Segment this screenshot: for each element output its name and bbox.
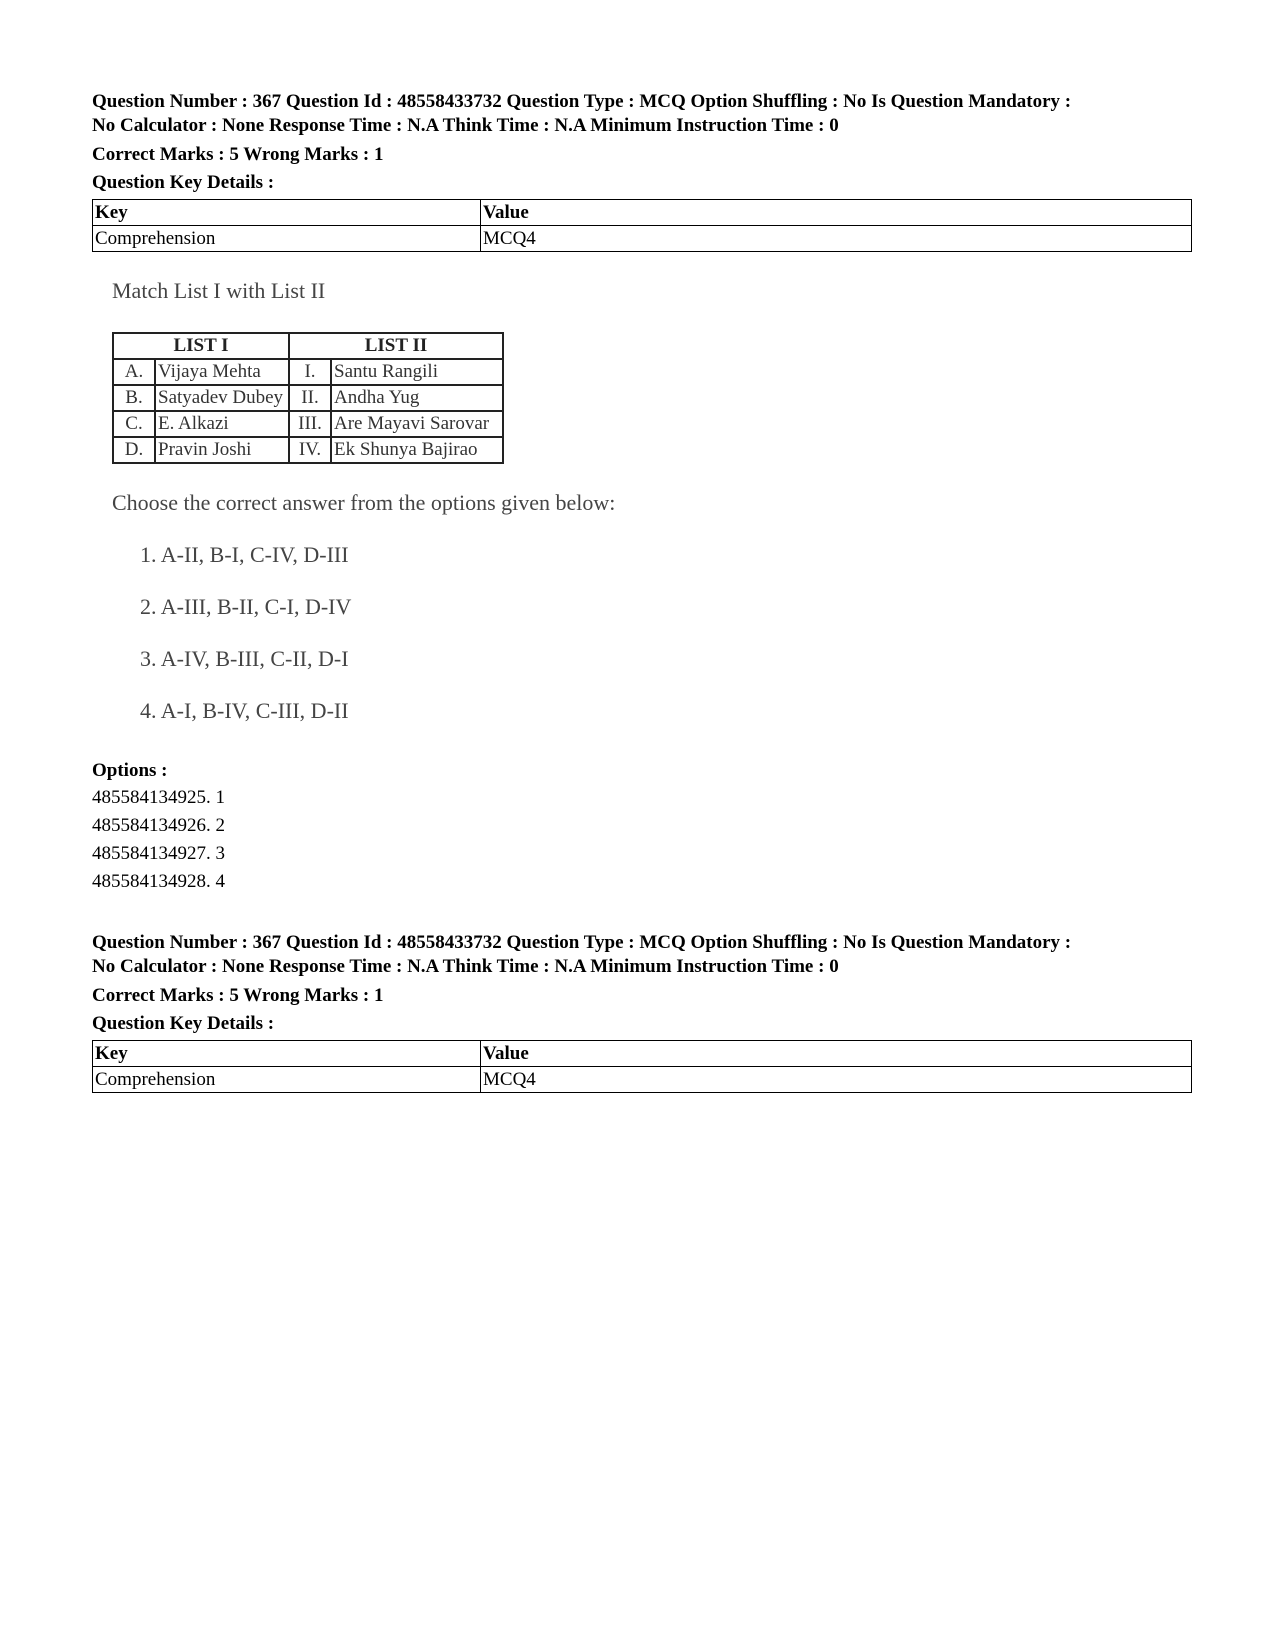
choose-instruction: Choose the correct answer from the options given below:: [112, 490, 616, 515]
key-details-table: [92, 199, 1192, 252]
list-2-title: Santu Rangili: [331, 359, 503, 385]
list-1-header: LIST I: [113, 333, 289, 359]
answer-choice: 2. A-III, B-II, C-I, D-IV: [140, 594, 352, 619]
table-header-row: [93, 200, 1192, 226]
table-row: [113, 411, 503, 437]
table-row: [113, 385, 503, 411]
key-details-label: Question Key Details :: [92, 172, 275, 193]
list-1-letter: A.: [113, 359, 155, 385]
list-2-header: LIST II: [289, 333, 503, 359]
value-cell: MCQ4: [481, 226, 1192, 252]
question-header-1: [92, 90, 1192, 252]
option-item: 485584134928. 4: [92, 871, 225, 892]
list-1-letter: D.: [113, 437, 155, 463]
question-meta: [92, 90, 1192, 138]
list-1-name: Vijaya Mehta: [155, 359, 289, 385]
question-prompt: Match List I with List II: [112, 278, 326, 303]
list-2-title: Andha Yug: [331, 385, 503, 411]
table-row: [113, 359, 503, 385]
key-header: Key: [93, 200, 481, 226]
value-header: Value: [481, 1041, 1192, 1067]
list-1-name: E. Alkazi: [155, 411, 289, 437]
value-header: Value: [481, 200, 1192, 226]
list-2-numeral: IV.: [289, 437, 331, 463]
question-image: [108, 278, 668, 730]
option-item: 485584134925. 1: [92, 787, 225, 808]
meta-line-2: No Calculator : None Response Time : N.A Think Time : N.A Minimum Instruction Time : 0: [92, 115, 839, 136]
table-row: [93, 1067, 1192, 1093]
question-meta: [92, 931, 1192, 979]
list-2-title: Ek Shunya Bajirao: [331, 437, 503, 463]
list-2-numeral: II.: [289, 385, 331, 411]
marks-line: Correct Marks : 5 Wrong Marks : 1: [92, 144, 384, 165]
question-header-2: [92, 931, 1192, 1093]
list-1-name: Pravin Joshi: [155, 437, 289, 463]
list-2-title: Are Mayavi Sarovar: [331, 411, 503, 437]
table-row: [93, 226, 1192, 252]
value-cell: MCQ4: [481, 1067, 1192, 1093]
key-cell: Comprehension: [93, 226, 481, 252]
meta-line-1: Question Number : 367 Question Id : 48558433732 Question Type : MCQ Option Shuffling : No Is Question Mandatory :: [92, 932, 1072, 953]
options-title: Options :: [92, 760, 168, 781]
option-item: 485584134927. 3: [92, 843, 225, 864]
list-1-letter: C.: [113, 411, 155, 437]
list-1-name: Satyadev Dubey: [155, 385, 289, 411]
lists-header-row: [113, 333, 503, 359]
key-header: Key: [93, 1041, 481, 1067]
meta-line-2: No Calculator : None Response Time : N.A Think Time : N.A Minimum Instruction Time : 0: [92, 956, 839, 977]
meta-line-1: Question Number : 367 Question Id : 48558433732 Question Type : MCQ Option Shuffling : No Is Question Mandatory :: [92, 91, 1072, 112]
list-1-letter: B.: [113, 385, 155, 411]
key-cell: Comprehension: [93, 1067, 481, 1093]
match-lists-table: [112, 332, 504, 464]
table-row: [113, 437, 503, 463]
option-item: 485584134926. 2: [92, 815, 225, 836]
marks-line: Correct Marks : 5 Wrong Marks : 1: [92, 985, 384, 1006]
answer-choice: 3. A-IV, B-III, C-II, D-I: [140, 646, 349, 671]
list-2-numeral: I.: [289, 359, 331, 385]
table-header-row: [93, 1041, 1192, 1067]
answer-choice: 1. A-II, B-I, C-IV, D-III: [140, 542, 349, 567]
key-details-table: [92, 1040, 1192, 1093]
list-2-numeral: III.: [289, 411, 331, 437]
key-details-label: Question Key Details :: [92, 1013, 275, 1034]
answer-choice: 4. A-I, B-IV, C-III, D-II: [140, 698, 349, 723]
